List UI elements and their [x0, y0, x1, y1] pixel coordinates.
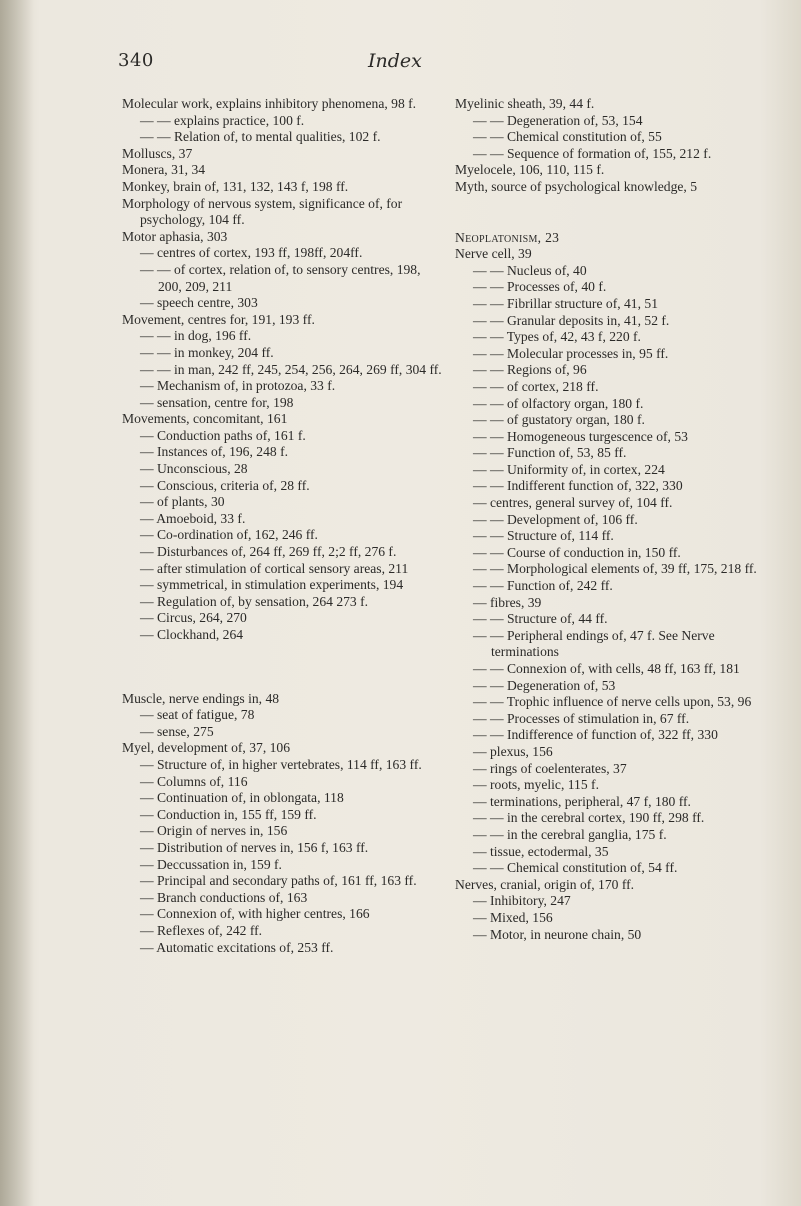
index-subentry: — rings of coelenterates, 37 — [473, 760, 627, 776]
index-subentry: — — Processes of stimulation in, 67 ff. — [473, 710, 690, 726]
index-subentry: — — of gustatory organ, 180 f. — [473, 412, 645, 428]
index-subentry: — — Processes of, 40 f. — [473, 279, 607, 295]
index-entry: Muscle, nerve endings in, 48 — [122, 690, 280, 706]
index-subentry: — Mixed, 156 — [473, 909, 553, 925]
index-subentry: — Structure of, in higher vertebrates, 114 ff, 163 ff. — [140, 756, 422, 772]
index-subentry: — Inhibitory, 247 — [473, 893, 571, 909]
index-subentry: — Conduction in, 155 ff, 159 ff. — [140, 806, 317, 822]
index-subentry: — — Connexion of, with cells, 48 ff, 163 ff, 181 — [473, 661, 740, 676]
index-subentry: — centres, general survey of, 104 ff. — [473, 495, 673, 511]
index-subentry: — — in the cerebral cortex, 190 ff, 298 ff. — [473, 810, 705, 826]
index-subentry: — — Structure of, 114 ff. — [473, 528, 614, 544]
index-subentry: — — Chemical constitution of, 55 — [473, 129, 662, 145]
index-subentry: — symmetrical, in stimulation experiments, 194 — [140, 577, 404, 593]
index-subentry: — plexus, 156 — [473, 743, 553, 759]
index-entry: Monkey, brain of, 131, 132, 143 f, 198 ff. — [122, 178, 349, 194]
entry-gap — [455, 196, 781, 213]
index-subentry: — — Nucleus of, 40 — [473, 262, 587, 278]
index-subentry: — — of cortex, relation of, to sensory centres, 198, 200, 209, 211 — [140, 261, 421, 294]
index-subentry: — Branch conductions of, 163 — [140, 889, 308, 905]
index-subentry: — roots, myelic, 115 f. — [473, 777, 599, 793]
index-subentry: — sense, 275 — [140, 723, 214, 739]
index-subentry: — — Uniformity of, in cortex, 224 — [473, 461, 665, 477]
index-subentry: — — Indifferent function of, 322, 330 — [473, 478, 683, 494]
index-subentry: — — Indifference of function of, 322 ff, 330 — [473, 727, 718, 743]
index-subentry: — Clockhand, 264 — [140, 627, 244, 642]
index-subentry: — — Homogeneous turgescence of, 53 — [473, 428, 688, 444]
index-subentry: — — Fibrillar structure of, 41, 51 — [473, 295, 658, 311]
index-subentry: — — of olfactory organ, 180 f. — [473, 395, 644, 411]
index-subentry: — — Relation of, to mental qualities, 102 f. — [140, 129, 381, 145]
index-subentry: — after stimulation of cortical sensory areas, 211 — [140, 560, 409, 576]
index-subentry: — Connexion of, with higher centres, 166 — [140, 906, 370, 922]
index-subentry: — Conduction paths of, 161 f. — [140, 427, 306, 443]
index-subentry: — Deccussation in, 159 f. — [140, 856, 282, 872]
index-subentry: — — Trophic influence of nerve cells upon, 53, 96 — [473, 694, 752, 710]
spine-shadow — [0, 0, 34, 1206]
page-number: 340 — [118, 50, 154, 71]
index-subentry: — terminations, peripheral, 47 f, 180 ff. — [473, 793, 691, 809]
index-subentry: — Amoeboid, 33 f. — [140, 510, 246, 526]
index-subentry: — Motor, in neurone chain, 50 — [473, 926, 642, 942]
index-subentry: — Continuation of, in oblongata, 118 — [140, 790, 344, 806]
index-subentry: — — Chemical constitution of, 54 ff. — [473, 860, 678, 876]
index-subentry: — Disturbances of, 264 ff, 269 ff, 2;2 ff, 276 f. — [140, 544, 397, 560]
index-subentry: — Conscious, criteria of, 28 ff. — [140, 477, 310, 493]
index-subentry: — — Degeneration of, 53, 154 — [473, 112, 643, 128]
index-subentry: — Columns of, 116 — [140, 773, 248, 789]
index-column-left — [122, 96, 444, 956]
index-entry: Myel, development of, 37, 106 — [122, 740, 291, 756]
entry-gap — [455, 213, 781, 230]
index-subentry: — tissue, ectodermal, 35 — [473, 843, 609, 859]
index-subentry: — Principal and secondary paths of, 161 ff, 163 ff. — [140, 873, 417, 889]
index-subentry: — sensation, centre for, 198 — [140, 394, 294, 410]
index-subentry: — — in dog, 196 ff. — [140, 328, 252, 344]
index-subentry: — — in the cerebral ganglia, 175 f. — [473, 826, 667, 842]
index-subentry: — fibres, 39 — [473, 594, 542, 610]
index-entry: Nerves, cranial, origin of, 170 ff. — [455, 876, 635, 892]
index-subentry: — speech centre, 303 — [140, 295, 258, 311]
index-subentry: — — in monkey, 204 ff. — [140, 344, 274, 360]
index-subentry: — Unconscious, 28 — [140, 461, 248, 477]
index-entry: Motor aphasia, 303 — [122, 228, 228, 244]
index-subentry: — Circus, 264, 270 — [140, 610, 247, 626]
index-entry: Monera, 31, 34 — [122, 162, 206, 178]
index-subentry: — — Sequence of formation of, 155, 212 f. — [473, 145, 712, 161]
index-entry: Movement, centres for, 191, 193 ff. — [122, 311, 315, 327]
index-subentry: — — of cortex, 218 ff. — [473, 378, 599, 394]
index-subentry: — Mechanism of, in protozoa, 33 f. — [140, 378, 336, 394]
index-subentry: — — Types of, 42, 43 f, 220 f. — [473, 329, 641, 345]
running-head: Index — [368, 50, 422, 72]
index-entry: Myelocele, 106, 110, 115 f. — [455, 162, 605, 178]
index-subentry: — — Degeneration of, 53 — [473, 677, 616, 693]
index-subentry: — Instances of, 196, 248 f. — [140, 444, 288, 460]
index-subentry: — — in man, 242 ff, 245, 254, 256, 264, 269 ff, 304 ff. — [140, 361, 442, 377]
index-entry: Neoplatonism, 23 — [455, 229, 560, 245]
page-header — [0, 50, 801, 80]
index-subentry: — Regulation of, by sensation, 264 273 f. — [140, 593, 369, 609]
index-entry: Myth, source of psychological knowledge, 5 — [455, 178, 697, 194]
index-subentry: — of plants, 30 — [140, 494, 225, 510]
index-subentry: — — Structure of, 44 ff. — [473, 611, 608, 627]
entry-gap — [122, 661, 444, 691]
index-subentry: — — Molecular processes in, 95 ff. — [473, 345, 669, 361]
index-subentry: — Distribution of nerves in, 156 f, 163 ff. — [140, 839, 369, 855]
index-subentry: — — Granular deposits in, 41, 52 f. — [473, 312, 670, 328]
entry-gap — [122, 644, 444, 661]
index-subentry: — — Development of, 106 ff. — [473, 511, 638, 527]
index-entry: Morphology of nervous system, significance of, for psychology, 104 ff. — [122, 195, 403, 228]
index-subentry: — Automatic excitations of, 253 ff. — [140, 939, 334, 955]
index-subentry: — — Peripheral endings of, 47 f. See Nerve terminations — [473, 627, 715, 660]
index-entry: Myelinic sheath, 39, 44 f. — [455, 96, 595, 111]
index-subentry: — — Regions of, 96 — [473, 362, 587, 378]
index-subentry: — — Function of, 242 ff. — [473, 578, 613, 594]
index-subentry: — Reflexes of, 242 ff. — [140, 922, 263, 938]
index-entry: Nerve cell, 39 — [455, 246, 532, 262]
index-subentry: — centres of cortex, 193 ff, 198ff, 204ff. — [140, 245, 363, 261]
index-subentry: — Origin of nerves in, 156 — [140, 823, 288, 839]
index-column-right — [455, 96, 781, 943]
index-subentry: — Co-ordination of, 162, 246 ff. — [140, 527, 318, 543]
index-entry: Movements, concomitant, 161 — [122, 411, 288, 427]
index-subentry: — seat of fatigue, 78 — [140, 707, 255, 723]
index-subentry: — — Morphological elements of, 39 ff, 175, 218 ff. — [473, 561, 757, 577]
index-entry: Molecular work, explains inhibitory phenomena, 98 f. — [122, 96, 417, 111]
index-subentry: — — Function of, 53, 85 ff. — [473, 445, 627, 461]
index-subentry: — — explains practice, 100 f. — [140, 112, 305, 128]
index-subentry: — — Course of conduction in, 150 ff. — [473, 544, 681, 560]
index-entry: Molluscs, 37 — [122, 145, 193, 161]
